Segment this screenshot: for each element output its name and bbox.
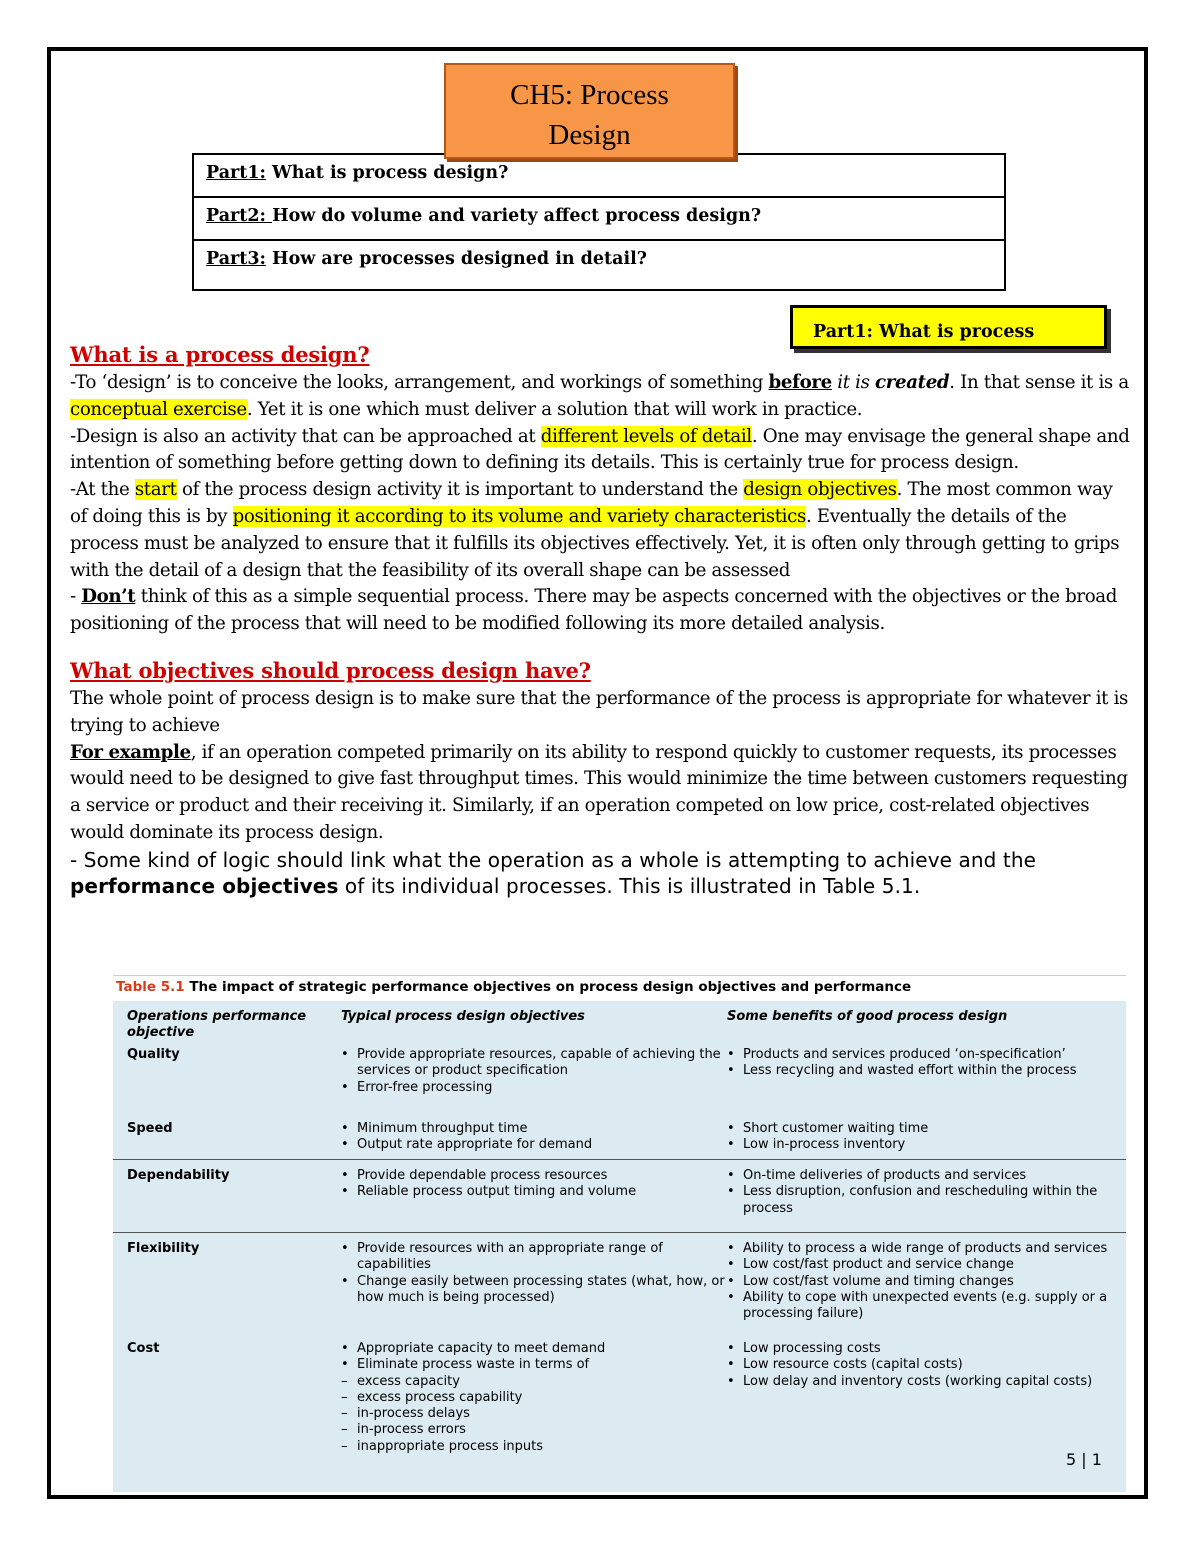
design-subitem: – in-process errors <box>341 1422 727 1438</box>
part-row <box>194 155 1004 198</box>
part-row <box>194 241 1004 289</box>
design-item: • Output rate appropriate for demand <box>341 1137 727 1153</box>
design-subitem: – inappropriate process inputs <box>341 1439 727 1455</box>
benefit-item: • Low cost/fast volume and timing changes <box>727 1274 1117 1290</box>
row-name: Flexibility <box>127 1241 200 1256</box>
table-row <box>113 1159 1126 1232</box>
table-row <box>113 1232 1126 1337</box>
part-label: Part1: <box>206 163 266 183</box>
table-header-cell: Operations performance objective <box>127 1009 307 1041</box>
row-name: Cost <box>127 1341 160 1356</box>
section1-para4: - Don’t think of this as a simple sequential process. There may be aspects concerned with the objectives or the broad positioning of the process that will need to be modified following its more detailed analysis. <box>70 586 1118 635</box>
section2-para2: For example, if an operation competed primarily on its ability to respond quickly to customer requests, its processes would need to be designed to give fast throughput times. This would minimize the time between customers requesting a service or product and their receiving it. Similarly, if an operation competed on low price, cost-related objectives would dominate its process design. <box>70 741 1128 843</box>
table-5-1 <box>113 975 1126 1492</box>
section1-para1: -To ‘design’ is to conceive the looks, arrangement, and workings of something before it is created. In that sense it is a conceptual exercise. Yet it is one which must deliver a solution that will work in practice. <box>70 372 1129 420</box>
table-header-row <box>113 1001 1126 1041</box>
design-item: • Minimum throughput time <box>341 1121 727 1137</box>
table-caption-text: The impact of strategic performance objectives on process design objectives and performance <box>184 979 912 995</box>
part-text: How do volume and variety affect process design? <box>272 206 762 226</box>
part-label: Part3: <box>206 249 266 269</box>
part-text: How are processes designed in detail? <box>265 249 648 269</box>
part-row <box>194 198 1004 241</box>
design-item: • Eliminate process waste in terms of <box>341 1357 727 1373</box>
benefit-item: • Low delay and inventory costs (working capital costs) <box>727 1374 1117 1390</box>
table-row <box>113 1337 1126 1454</box>
section2-heading: What objectives should process design have? <box>70 657 591 683</box>
part-label: Part2: <box>206 206 273 226</box>
table-body <box>113 1001 1126 1492</box>
design-subitem: – excess process capability <box>341 1390 727 1406</box>
chapter-title-line2: Design <box>548 119 631 151</box>
parts-table <box>192 153 1006 291</box>
part-text: What is process design? <box>265 163 509 183</box>
design-subitem: – excess capacity <box>341 1374 727 1390</box>
benefit-item: • Low cost/fast product and service change <box>727 1257 1117 1273</box>
table-header-cell: Typical process design objectives <box>341 1009 585 1024</box>
row-name: Quality <box>127 1047 180 1062</box>
table-row <box>113 1037 1126 1115</box>
design-item: • Change easily between processing states (what, how, or how much is being processed) <box>341 1274 727 1307</box>
benefit-item: • Less disruption, confusion and rescheduling within the process <box>727 1184 1117 1217</box>
table-row <box>113 1115 1126 1159</box>
row-name: Dependability <box>127 1168 230 1183</box>
benefit-item: • On-time deliveries of products and services <box>727 1168 1117 1184</box>
design-item: • Error-free processing <box>341 1080 727 1096</box>
row-name: Speed <box>127 1121 173 1136</box>
section2-para3: - Some kind of logic should link what the operation as a whole is attempting to achieve and the performance objectives of its individual processes. This is illustrated in Table 5.1. <box>70 847 1036 899</box>
benefit-item: • Less recycling and wasted effort within the process <box>727 1063 1117 1079</box>
design-item: • Provide dependable process resources <box>341 1168 727 1184</box>
table-number: Table 5.1 <box>116 979 185 995</box>
benefit-item: • Low processing costs <box>727 1341 1117 1357</box>
section1-para2: -Design is also an activity that can be approached at different levels of detail. One may envisage the general shape and intention of something before getting down to defining its details. This is certainly true for process design. <box>70 425 1130 474</box>
design-subitem: – in-process delays <box>341 1406 727 1422</box>
benefit-item: • Ability to process a wide range of products and services <box>727 1241 1117 1257</box>
chapter-title-line1: CH5: Process <box>510 79 669 111</box>
main-content <box>70 340 1130 900</box>
benefit-item: • Low in-process inventory <box>727 1137 1117 1153</box>
design-item: • Reliable process output timing and volume <box>341 1184 727 1200</box>
section1-heading: What is a process design? <box>70 342 370 367</box>
benefit-item: • Ability to cope with unexpected events (e.g. supply or a processing failure) <box>727 1290 1117 1323</box>
benefit-item: • Products and services produced ‘on-specification’ <box>727 1047 1117 1063</box>
benefit-item: • Short customer waiting time <box>727 1121 1117 1137</box>
section2-para1: The whole point of process design is to make sure that the performance of the process is appropriate for whatever it is trying to achieve <box>70 687 1129 736</box>
design-item: • Provide appropriate resources, capable of achieving the services or product specification <box>341 1047 727 1080</box>
page-number: 5 | 1 <box>1066 1450 1102 1469</box>
part1-tag: Part1: What is process <box>790 305 1107 349</box>
design-item: • Provide resources with an appropriate range of capabilities <box>341 1241 727 1274</box>
chapter-title-box <box>444 63 735 159</box>
design-item: • Appropriate capacity to meet demand <box>341 1341 727 1357</box>
benefit-item: • Low resource costs (capital costs) <box>727 1357 1117 1373</box>
section1-para3: -At the start of the process design activity it is important to understand the design objectives. The most common way of doing this is by positioning it according to its volume and variety characteristics. Eventually the details of the process must be analyzed to ensure that it fulfills its objectives effectively. Yet, it is often only through getting to grips with the detail of a design that the feasibility of its overall shape can be assessed <box>70 479 1120 581</box>
table-header-cell: Some benefits of good process design <box>727 1009 1008 1024</box>
